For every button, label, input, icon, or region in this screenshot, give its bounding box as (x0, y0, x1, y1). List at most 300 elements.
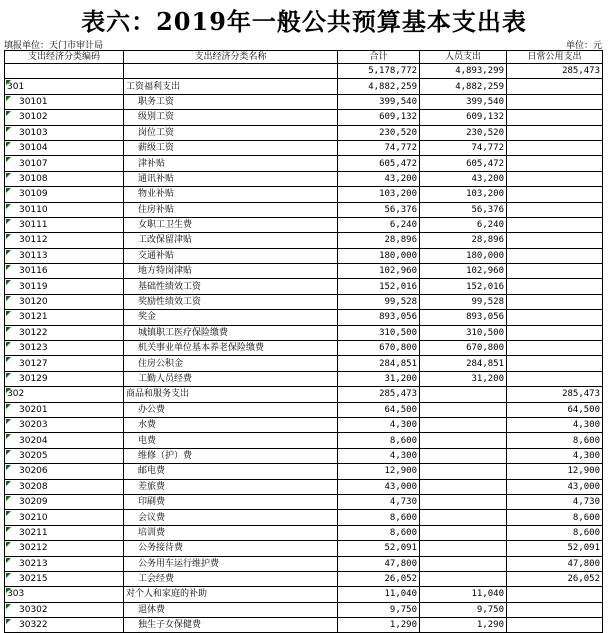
row-name: 薪级工资 (124, 140, 338, 155)
row-total: 4,730 (338, 494, 420, 509)
row-code (5, 494, 124, 509)
cell-marker-icon (6, 465, 11, 470)
table-row (5, 294, 603, 309)
row-public (507, 248, 603, 263)
row-total: 28,896 (338, 233, 420, 248)
cell-marker-icon (6, 481, 11, 486)
table-row (5, 140, 603, 155)
row-code-text: 30111 (19, 220, 48, 231)
row-code-text: 30120 (19, 297, 48, 308)
cell-marker-icon (6, 80, 11, 85)
row-personnel: 670,800 (420, 341, 507, 356)
row-code (5, 417, 124, 432)
row-public: 47,800 (507, 556, 603, 571)
cell-marker-icon (6, 280, 11, 285)
row-code (5, 464, 124, 479)
row-name: 培训费 (124, 525, 338, 540)
row-personnel: 605,472 (420, 156, 507, 171)
cell-marker-icon (6, 204, 11, 209)
row-name: 工会经费 (124, 571, 338, 586)
row-public: 26,052 (507, 571, 603, 586)
table-row (5, 171, 603, 186)
table-row (5, 279, 603, 294)
total-sum: 5,178,772 (338, 64, 420, 79)
table-row (5, 602, 603, 617)
row-name: 办公费 (124, 402, 338, 417)
row-personnel: 310,500 (420, 325, 507, 340)
row-total: 12,900 (338, 464, 420, 479)
row-name: 公务用车运行维护费 (124, 556, 338, 571)
table-row (5, 202, 603, 217)
row-public (507, 587, 603, 602)
row-personnel (420, 525, 507, 540)
row-personnel: 6,240 (420, 217, 507, 232)
table-row (5, 125, 603, 140)
row-code-text: 30204 (19, 435, 48, 446)
row-name: 工资福利支出 (124, 79, 338, 94)
row-public: 4,300 (507, 448, 603, 463)
row-code (5, 356, 124, 371)
row-personnel: 43,200 (420, 171, 507, 186)
row-total: 103,200 (338, 187, 420, 202)
row-code (5, 479, 124, 494)
page-title: 表六：2019年一般公共预算基本支出表 (81, 7, 527, 36)
row-name: 退休费 (124, 602, 338, 617)
row-personnel: 230,520 (420, 125, 507, 140)
row-code-text: 30205 (19, 450, 48, 461)
row-code-text: 30121 (19, 312, 48, 323)
row-code-text: 30110 (19, 204, 48, 215)
table-row (5, 587, 603, 602)
row-personnel (420, 556, 507, 571)
row-total: 1,290 (338, 618, 420, 633)
row-code (5, 94, 124, 109)
row-code-text: 30206 (19, 466, 48, 477)
row-name: 会议费 (124, 510, 338, 525)
row-personnel: 102,960 (420, 264, 507, 279)
row-public (507, 202, 603, 217)
row-code-text: 30108 (19, 173, 48, 184)
row-total: 31,200 (338, 371, 420, 386)
row-code-text: 30103 (19, 127, 48, 138)
total-name (124, 64, 338, 79)
row-total: 74,772 (338, 140, 420, 155)
row-code (5, 279, 124, 294)
header-code: 支出经济分类编码 (5, 51, 124, 64)
row-total: 4,882,259 (338, 79, 420, 94)
row-public (507, 79, 603, 94)
row-personnel: 11,040 (420, 587, 507, 602)
row-public: 8,600 (507, 433, 603, 448)
cell-marker-icon (6, 188, 11, 193)
cell-marker-icon (6, 234, 11, 239)
row-name: 工改保留津贴 (124, 233, 338, 248)
row-personnel (420, 402, 507, 417)
row-name: 维修（护）费 (124, 448, 338, 463)
row-code-text: 30102 (19, 112, 48, 123)
row-code-text: 30201 (19, 404, 48, 415)
row-total: 310,500 (338, 325, 420, 340)
cell-marker-icon (6, 157, 11, 162)
cell-marker-icon (6, 111, 11, 116)
row-public (507, 110, 603, 125)
row-name: 电费 (124, 433, 338, 448)
row-total: 56,376 (338, 202, 420, 217)
row-personnel: 99,528 (420, 294, 507, 309)
row-total: 4,300 (338, 448, 420, 463)
row-personnel: 56,376 (420, 202, 507, 217)
row-code-text: 303 (7, 589, 25, 600)
row-code-text: 30212 (19, 543, 48, 554)
row-personnel (420, 464, 507, 479)
row-code-text: 301 (7, 81, 25, 92)
cell-marker-icon (6, 296, 11, 301)
row-code-text: 30127 (19, 358, 48, 369)
row-personnel (420, 448, 507, 463)
row-public (507, 187, 603, 202)
currency-unit: 单位：元 (565, 41, 602, 51)
row-code-text: 30203 (19, 420, 48, 431)
row-name: 对个人和家庭的补助 (124, 587, 338, 602)
row-name: 基础性绩效工资 (124, 279, 338, 294)
row-name: 津补贴 (124, 156, 338, 171)
row-code-text: 30129 (19, 374, 48, 384)
table-row (5, 525, 603, 540)
table-row (5, 310, 603, 325)
row-public (507, 356, 603, 371)
cell-marker-icon (6, 511, 11, 516)
row-personnel (420, 494, 507, 509)
row-total: 6,240 (338, 217, 420, 232)
row-public: 4,730 (507, 494, 603, 509)
row-public (507, 156, 603, 171)
row-personnel: 893,056 (420, 310, 507, 325)
row-code (5, 171, 124, 186)
row-personnel: 9,750 (420, 602, 507, 617)
row-name: 奖金 (124, 310, 338, 325)
row-total: 102,960 (338, 264, 420, 279)
row-personnel (420, 417, 507, 432)
table-row (5, 371, 603, 386)
row-code-text: 30208 (19, 481, 48, 492)
cell-marker-icon (6, 311, 11, 316)
row-code (5, 110, 124, 125)
row-code-text: 302 (7, 389, 25, 400)
cell-marker-icon (6, 327, 11, 332)
row-public (507, 125, 603, 140)
row-name: 通讯补贴 (124, 171, 338, 186)
row-code (5, 156, 124, 171)
row-public (507, 602, 603, 617)
table-row (5, 233, 603, 248)
row-name: 住房补贴 (124, 202, 338, 217)
row-public (507, 140, 603, 155)
row-public (507, 233, 603, 248)
row-public (507, 264, 603, 279)
cell-marker-icon (6, 357, 11, 362)
row-total: 605,472 (338, 156, 420, 171)
cell-marker-icon (6, 265, 11, 270)
row-public (507, 94, 603, 109)
cell-marker-icon (6, 419, 11, 424)
row-total: 52,091 (338, 541, 420, 556)
table-row (5, 479, 603, 494)
cell-marker-icon (6, 619, 11, 624)
row-personnel: 4,882,259 (420, 79, 507, 94)
cell-marker-icon (6, 573, 11, 578)
total-row (5, 64, 603, 79)
row-code (5, 371, 124, 386)
row-code-text: 30123 (19, 343, 48, 354)
row-total: 43,000 (338, 479, 420, 494)
row-total: 26,052 (338, 571, 420, 586)
row-personnel (420, 387, 507, 402)
table-row (5, 264, 603, 279)
table-row (5, 187, 603, 202)
row-code-text: 30215 (19, 574, 48, 585)
row-public: 8,600 (507, 510, 603, 525)
table-row (5, 325, 603, 340)
header-name: 支出经济分类名称 (124, 51, 338, 64)
table-row (5, 110, 603, 125)
row-total: 11,040 (338, 587, 420, 602)
row-code-text: 30210 (19, 512, 48, 523)
row-code-text: 30211 (19, 527, 48, 538)
table-header-row (5, 51, 603, 64)
cell-marker-icon (6, 604, 11, 609)
row-total: 99,528 (338, 294, 420, 309)
table-row (5, 417, 603, 432)
row-name: 独生子女保健费 (124, 618, 338, 633)
cell-marker-icon (6, 527, 11, 532)
row-public (507, 294, 603, 309)
row-public (507, 618, 603, 633)
row-code-text: 30302 (19, 604, 48, 615)
row-code-text: 30112 (19, 235, 48, 246)
row-code-text: 30107 (19, 158, 48, 169)
table-row (5, 556, 603, 571)
row-name: 差旅费 (124, 479, 338, 494)
row-personnel: 399,540 (420, 94, 507, 109)
row-code-text: 30104 (19, 143, 48, 154)
header-personnel: 人员支出 (420, 51, 507, 64)
row-total: 64,500 (338, 402, 420, 417)
table-row (5, 618, 603, 633)
row-code-text: 30101 (19, 96, 48, 107)
row-public: 12,900 (507, 464, 603, 479)
table-row (5, 510, 603, 525)
cell-marker-icon (6, 127, 11, 132)
row-code-text: 30122 (19, 327, 48, 338)
row-name: 机关事业单位基本养老保险缴费 (124, 341, 338, 356)
row-code (5, 510, 124, 525)
row-name: 公务接待费 (124, 541, 338, 556)
cell-marker-icon (6, 558, 11, 563)
header-public: 日常公用支出 (507, 51, 603, 64)
cell-marker-icon (6, 388, 11, 393)
row-code (5, 217, 124, 232)
row-total: 152,016 (338, 279, 420, 294)
row-personnel: 152,016 (420, 279, 507, 294)
row-name: 奖励性绩效工资 (124, 294, 338, 309)
row-public (507, 310, 603, 325)
row-code-text: 30119 (19, 281, 48, 292)
row-code (5, 325, 124, 340)
row-name: 商品和服务支出 (124, 387, 338, 402)
row-public (507, 371, 603, 386)
row-name: 职务工资 (124, 94, 338, 109)
row-name: 女职工卫生费 (124, 217, 338, 232)
cell-marker-icon (6, 434, 11, 439)
row-name: 物业补贴 (124, 187, 338, 202)
table-row (5, 156, 603, 171)
row-total: 47,800 (338, 556, 420, 571)
cell-marker-icon (6, 542, 11, 547)
row-personnel: 1,290 (420, 618, 507, 633)
cell-marker-icon (6, 142, 11, 147)
row-personnel (420, 479, 507, 494)
row-code (5, 602, 124, 617)
row-public (507, 341, 603, 356)
header-total: 合计 (338, 51, 420, 64)
row-personnel: 74,772 (420, 140, 507, 155)
row-personnel (420, 433, 507, 448)
cell-marker-icon (6, 404, 11, 409)
cell-marker-icon (6, 173, 11, 178)
row-code-text: 30213 (19, 558, 48, 569)
row-total: 399,540 (338, 94, 420, 109)
row-total: 609,132 (338, 110, 420, 125)
row-name: 邮电费 (124, 464, 338, 479)
row-code (5, 541, 124, 556)
row-personnel (420, 541, 507, 556)
row-code (5, 402, 124, 417)
row-public (507, 217, 603, 232)
row-total: 8,600 (338, 510, 420, 525)
row-name: 印刷费 (124, 494, 338, 509)
row-total: 8,600 (338, 433, 420, 448)
row-code-text: 30109 (19, 189, 48, 200)
table-row (5, 402, 603, 417)
row-name: 地方特岗津贴 (124, 264, 338, 279)
row-name: 住房公积金 (124, 356, 338, 371)
row-total: 670,800 (338, 341, 420, 356)
table-row (5, 94, 603, 109)
row-total: 893,056 (338, 310, 420, 325)
row-public: 43,000 (507, 479, 603, 494)
row-total: 9,750 (338, 602, 420, 617)
row-public (507, 171, 603, 186)
table-row (5, 494, 603, 509)
budget-table (4, 50, 603, 633)
table-row (5, 571, 603, 586)
cell-marker-icon (6, 588, 11, 593)
row-code (5, 571, 124, 586)
row-code-text: 30116 (19, 266, 48, 277)
row-total: 230,520 (338, 125, 420, 140)
row-public: 285,473 (507, 387, 603, 402)
table-row (5, 433, 603, 448)
row-personnel: 28,896 (420, 233, 507, 248)
row-public: 8,600 (507, 525, 603, 540)
row-personnel (420, 510, 507, 525)
row-code (5, 140, 124, 155)
row-code-text: 30322 (19, 620, 48, 631)
table-row (5, 464, 603, 479)
row-name: 水费 (124, 417, 338, 432)
cell-marker-icon (6, 373, 11, 378)
table-row (5, 541, 603, 556)
row-code (5, 618, 124, 633)
row-personnel: 31,200 (420, 371, 507, 386)
row-code (5, 556, 124, 571)
cell-marker-icon (6, 342, 11, 347)
row-code (5, 125, 124, 140)
row-code-text: 30113 (19, 250, 48, 261)
row-code-text: 30209 (19, 497, 48, 508)
cell-marker-icon (6, 496, 11, 501)
row-public (507, 325, 603, 340)
row-total: 8,600 (338, 525, 420, 540)
row-total: 285,473 (338, 387, 420, 402)
row-total: 284,851 (338, 356, 420, 371)
total-personnel: 4,893,299 (420, 64, 507, 79)
table-row (5, 217, 603, 232)
row-code (5, 248, 124, 263)
row-total: 4,300 (338, 417, 420, 432)
row-personnel: 180,000 (420, 248, 507, 263)
row-code (5, 587, 124, 602)
cell-marker-icon (6, 96, 11, 101)
row-total: 43,200 (338, 171, 420, 186)
row-code (5, 202, 124, 217)
row-code (5, 79, 124, 94)
row-public (507, 279, 603, 294)
row-code (5, 448, 124, 463)
row-name: 城镇职工医疗保险缴费 (124, 325, 338, 340)
row-personnel: 609,132 (420, 110, 507, 125)
row-code (5, 341, 124, 356)
row-code (5, 525, 124, 540)
total-public: 285,473 (507, 64, 603, 79)
row-code (5, 233, 124, 248)
cell-marker-icon (6, 450, 11, 455)
table-row (5, 448, 603, 463)
row-code (5, 294, 124, 309)
row-code (5, 310, 124, 325)
row-public: 52,091 (507, 541, 603, 556)
cell-marker-icon (6, 250, 11, 255)
row-personnel (420, 571, 507, 586)
table-row (5, 356, 603, 371)
row-code (5, 187, 124, 202)
row-code (5, 433, 124, 448)
table-row (5, 79, 603, 94)
row-name: 岗位工资 (124, 125, 338, 140)
row-code (5, 264, 124, 279)
row-public: 64,500 (507, 402, 603, 417)
row-personnel: 103,200 (420, 187, 507, 202)
row-personnel: 284,851 (420, 356, 507, 371)
reporting-unit: 填报单位：天门市审计局 (4, 41, 104, 51)
row-code (5, 387, 124, 402)
table-row (5, 248, 603, 263)
total-code (5, 64, 124, 79)
table-row (5, 387, 603, 402)
cell-marker-icon (6, 219, 11, 224)
row-name: 交通补贴 (124, 248, 338, 263)
row-name: 工勤人员经费 (124, 371, 338, 386)
